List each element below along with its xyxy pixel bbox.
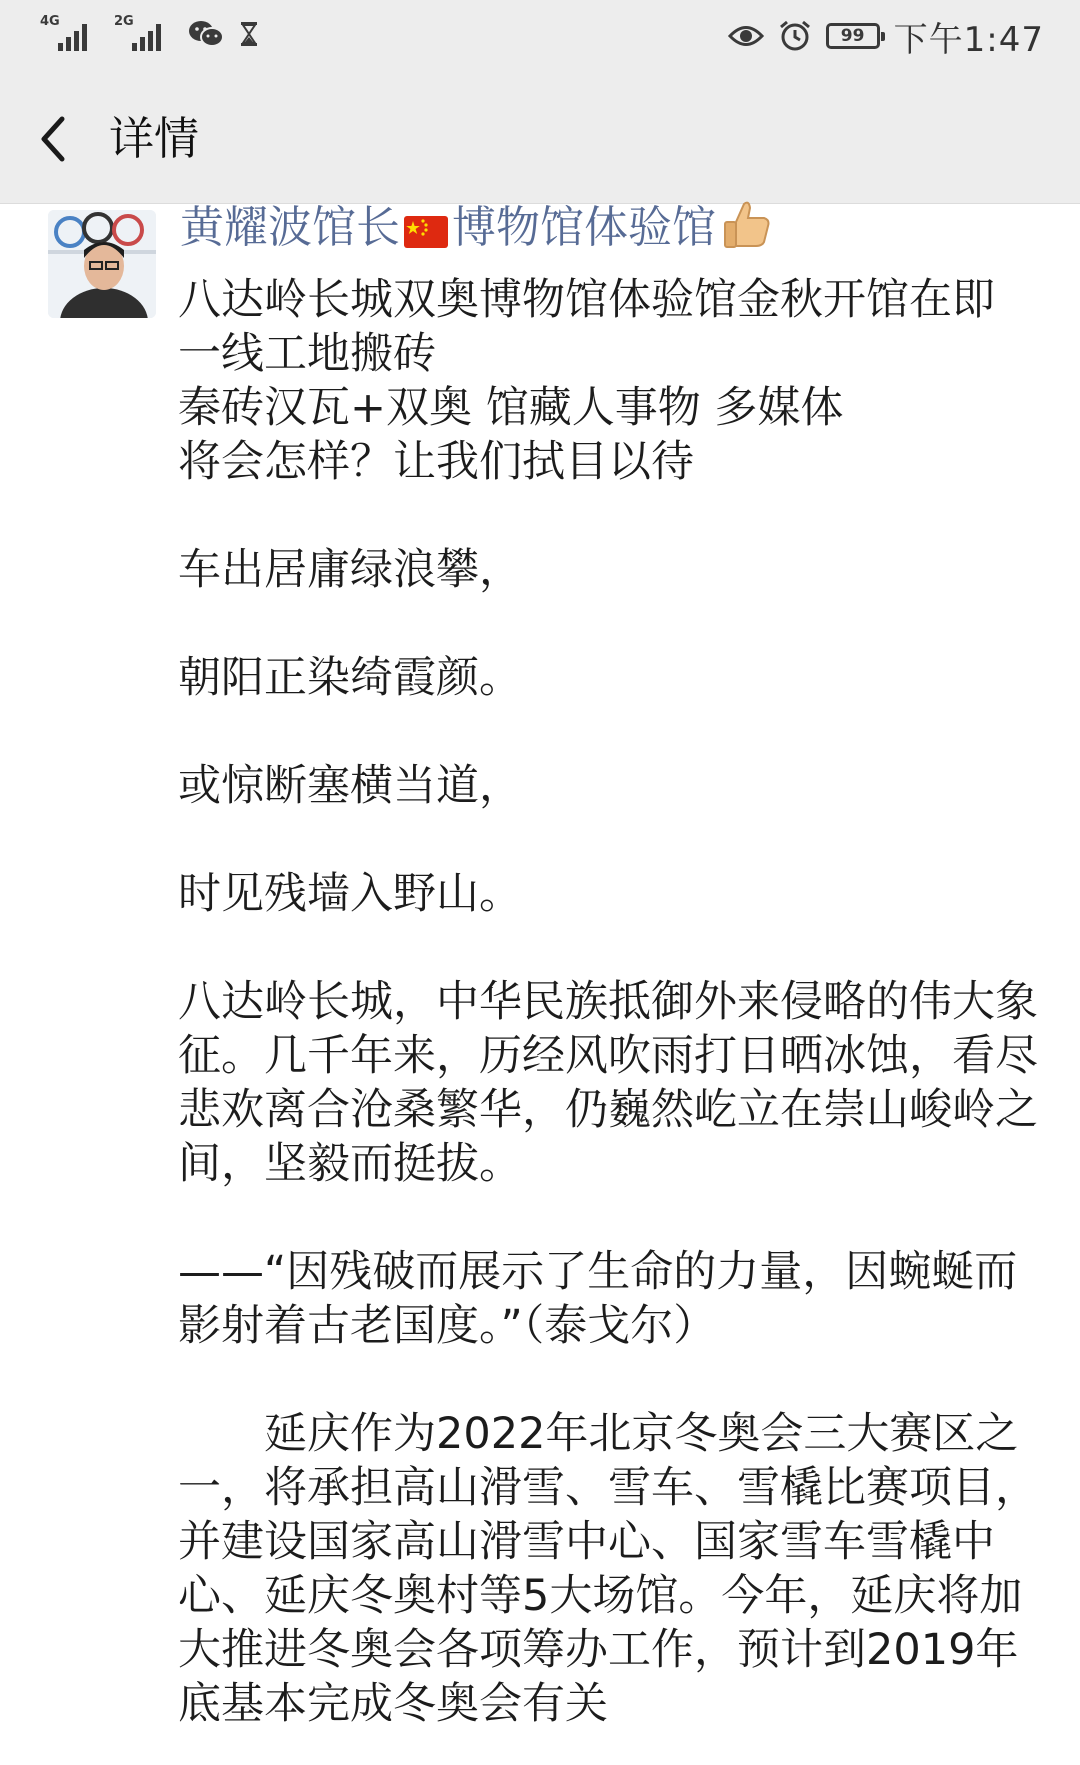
page-title: 详情	[109, 112, 200, 165]
avatar[interactable]	[48, 210, 156, 318]
poster-name-part-1: 黄耀波馆长	[180, 202, 400, 253]
status-bar	[0, 0, 1080, 75]
china-flag-icon	[404, 204, 448, 264]
post-paragraph: 时见残墙入野山。	[178, 869, 522, 919]
post-paragraph	[178, 1191, 1058, 1245]
post-paragraph: 或惊断塞横当道，	[178, 761, 522, 811]
post-paragraph	[178, 921, 1058, 975]
post-paragraph	[178, 489, 1058, 543]
status-time: 下午1:47	[893, 19, 1044, 60]
eye-icon	[728, 23, 764, 49]
post-paragraph: 延庆作为2022年北京冬奥会三大赛区之一，将承担高山滑雪、雪车、雪橇比赛项目，并建设国家高山滑雪中心、国家雪车雪橇中心、延庆冬奥村等5大场馆。今年，延庆将加大推进冬奥会各项筹办工作，预计到2019年底基本完成冬奥会有关	[178, 1409, 1038, 1729]
post-paragraph: ——“因残破而展示了生命的力量，因蜿蜒而影射着古老国度。”（泰戈尔）	[178, 1247, 1018, 1351]
poster-name-part-2: 博物馆体验馆	[452, 202, 716, 253]
post-paragraph	[178, 705, 1058, 759]
post-paragraph	[178, 813, 1058, 867]
post-paragraph: 朝阳正染绮霞颜。	[178, 653, 522, 703]
signal-icon	[58, 24, 87, 51]
post-paragraph: 车出居庸绿浪攀，	[178, 545, 522, 595]
battery-icon: 99	[826, 23, 880, 49]
nav-bar	[0, 75, 1080, 204]
signal-icon	[132, 24, 161, 51]
post-paragraph: 八达岭长城双奥博物馆体验馆金秋开馆在即	[178, 275, 995, 325]
status-left	[40, 14, 258, 54]
network-type-label: 4G	[40, 14, 60, 29]
wechat-icon	[188, 19, 224, 49]
chevron-left-icon	[34, 113, 74, 165]
post-content	[178, 273, 1058, 1731]
poster-name[interactable]	[180, 198, 772, 266]
alarm-icon	[778, 19, 812, 53]
post-paragraph	[178, 597, 1058, 651]
status-right	[728, 14, 1044, 58]
signal-4g-indicator	[40, 15, 98, 53]
avatar-photo	[48, 210, 156, 318]
thumbs-up-icon	[722, 198, 772, 266]
post-paragraph	[178, 1353, 1058, 1407]
post-paragraph: 八达岭长城，中华民族抵御外来侵略的伟大象征。几千年来，历经风吹雨打日晒冰蚀，看尽悲欢离合沧桑繁华，仍巍然屹立在崇山峻岭之间，坚毅而挺拔。	[178, 977, 1038, 1189]
post-paragraph: 将会怎样？让我们拭目以待	[178, 437, 694, 487]
back-button[interactable]	[34, 113, 74, 165]
network-type-label: 2G	[114, 14, 134, 29]
signal-2g-indicator	[114, 15, 172, 53]
post-paragraph: 秦砖汉瓦+双奥 馆藏人事物 多媒体	[178, 383, 844, 433]
hourglass-icon	[240, 21, 258, 47]
post-paragraph: 一线工地搬砖	[178, 329, 436, 379]
